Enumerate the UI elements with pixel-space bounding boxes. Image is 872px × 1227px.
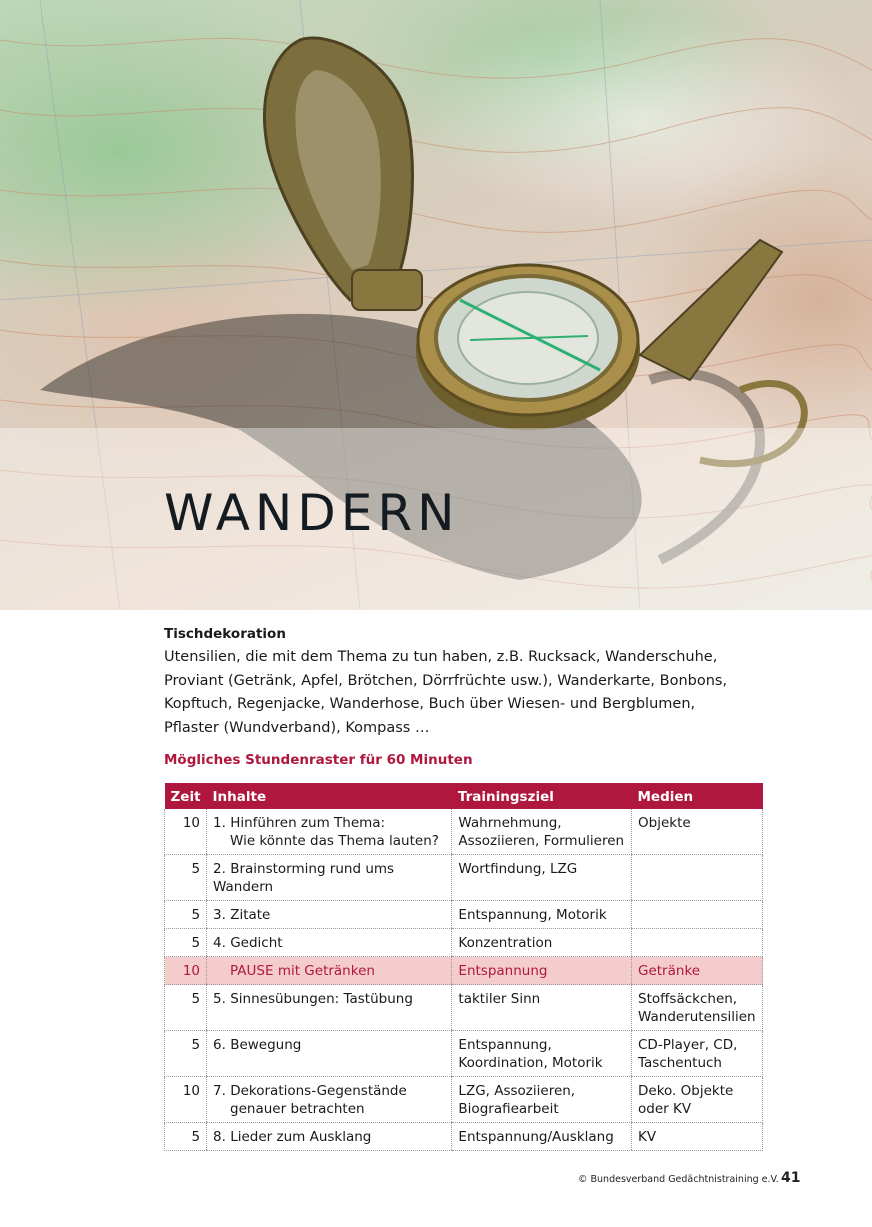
content-line: genauer betrachten: [230, 1101, 365, 1117]
time-cell: 5: [165, 901, 207, 929]
media-cell: Objekte: [632, 809, 763, 855]
table-row: [165, 1077, 763, 1123]
goal-cell: Entspannung, Motorik: [452, 901, 632, 929]
content-line: 1. Hinführen zum Thema:: [213, 815, 386, 831]
column-header-trainingsziel: Trainingsziel: [452, 783, 632, 809]
goal-cell: Wahrnehmung, Assoziieren, Formulieren: [452, 809, 632, 855]
time-cell: 5: [165, 985, 207, 1031]
media-cell: Deko. Objekte oder KV: [632, 1077, 763, 1123]
time-cell: 5: [165, 855, 207, 901]
content-cell: 6. Bewegung: [207, 1031, 452, 1077]
goal-cell: Wortfindung, LZG: [452, 855, 632, 901]
time-cell: 5: [165, 929, 207, 957]
table-row: [165, 855, 763, 901]
goal-cell: Entspannung/Ausklang: [452, 1123, 632, 1151]
content-line: PAUSE mit Getränken: [230, 963, 375, 979]
schedule-heading: Mögliches Stundenraster für 60 Minuten: [164, 752, 473, 768]
table-row: [165, 985, 763, 1031]
media-cell: [632, 855, 763, 901]
page-number: 41: [781, 1170, 801, 1186]
table-row: [165, 929, 763, 957]
content-cell: [207, 957, 452, 985]
content-cell: 4. Gedicht: [207, 929, 452, 957]
goal-cell: Entspannung: [452, 957, 632, 985]
time-cell: 10: [165, 957, 207, 985]
media-cell: Stoffsäckchen, Wanderutensilien: [632, 985, 763, 1031]
decoration-heading: Tischdekoration: [164, 626, 286, 642]
column-header-inhalte: Inhalte: [207, 783, 452, 809]
content-line: Wie könnte das Thema lauten?: [230, 833, 439, 849]
goal-cell: taktiler Sinn: [452, 985, 632, 1031]
time-cell: 5: [165, 1123, 207, 1151]
media-cell: CD-Player, CD, Taschentuch: [632, 1031, 763, 1077]
table-row: [165, 1123, 763, 1151]
time-cell: 10: [165, 1077, 207, 1123]
media-cell: [632, 901, 763, 929]
content-cell: [207, 1077, 452, 1123]
copyright-notice: © Bundesverband Gedächtnistraining e.V.: [578, 1174, 779, 1185]
column-header-zeit: Zeit: [165, 783, 207, 809]
content-cell: 5. Sinnesübungen: Tastübung: [207, 985, 452, 1031]
goal-cell: LZG, Assoziieren, Biografiearbeit: [452, 1077, 632, 1123]
table-row: [165, 1031, 763, 1077]
content-cell: 3. Zitate: [207, 901, 452, 929]
table-header-row: [165, 783, 763, 809]
time-cell: 5: [165, 1031, 207, 1077]
media-cell: Getränke: [632, 957, 763, 985]
goal-cell: Entspannung, Koordination, Motorik: [452, 1031, 632, 1077]
time-cell: 10: [165, 809, 207, 855]
hero-image: [0, 0, 872, 610]
schedule-table: [164, 783, 763, 1151]
page-title: WANDERN: [164, 484, 460, 542]
table-row: [165, 901, 763, 929]
pause-row: [165, 957, 763, 985]
media-cell: [632, 929, 763, 957]
decoration-section: [164, 626, 764, 740]
column-header-medien: Medien: [632, 783, 763, 809]
table-row: [165, 809, 763, 855]
content-cell: 8. Lieder zum Ausklang: [207, 1123, 452, 1151]
media-cell: KV: [632, 1123, 763, 1151]
content-cell: 2. Brainstorming rund ums Wandern: [207, 855, 452, 901]
content-cell: [207, 809, 452, 855]
content-line: 7. Dekorations-Gegenstände: [213, 1083, 407, 1099]
decoration-text: Utensilien, die mit dem Thema zu tun haben, z.B. Rucksack, Wanderschuhe, Proviant (Getränk, Apfel, Brötchen, Dörrfrüchte usw.), Wanderkarte, Bonbons, Kopftuch, Regenjacke, Wanderhose, Buch über Wiesen- und Bergblumen, Pflaster (Wundverband), Kompass …: [164, 649, 728, 736]
goal-cell: Konzentration: [452, 929, 632, 957]
